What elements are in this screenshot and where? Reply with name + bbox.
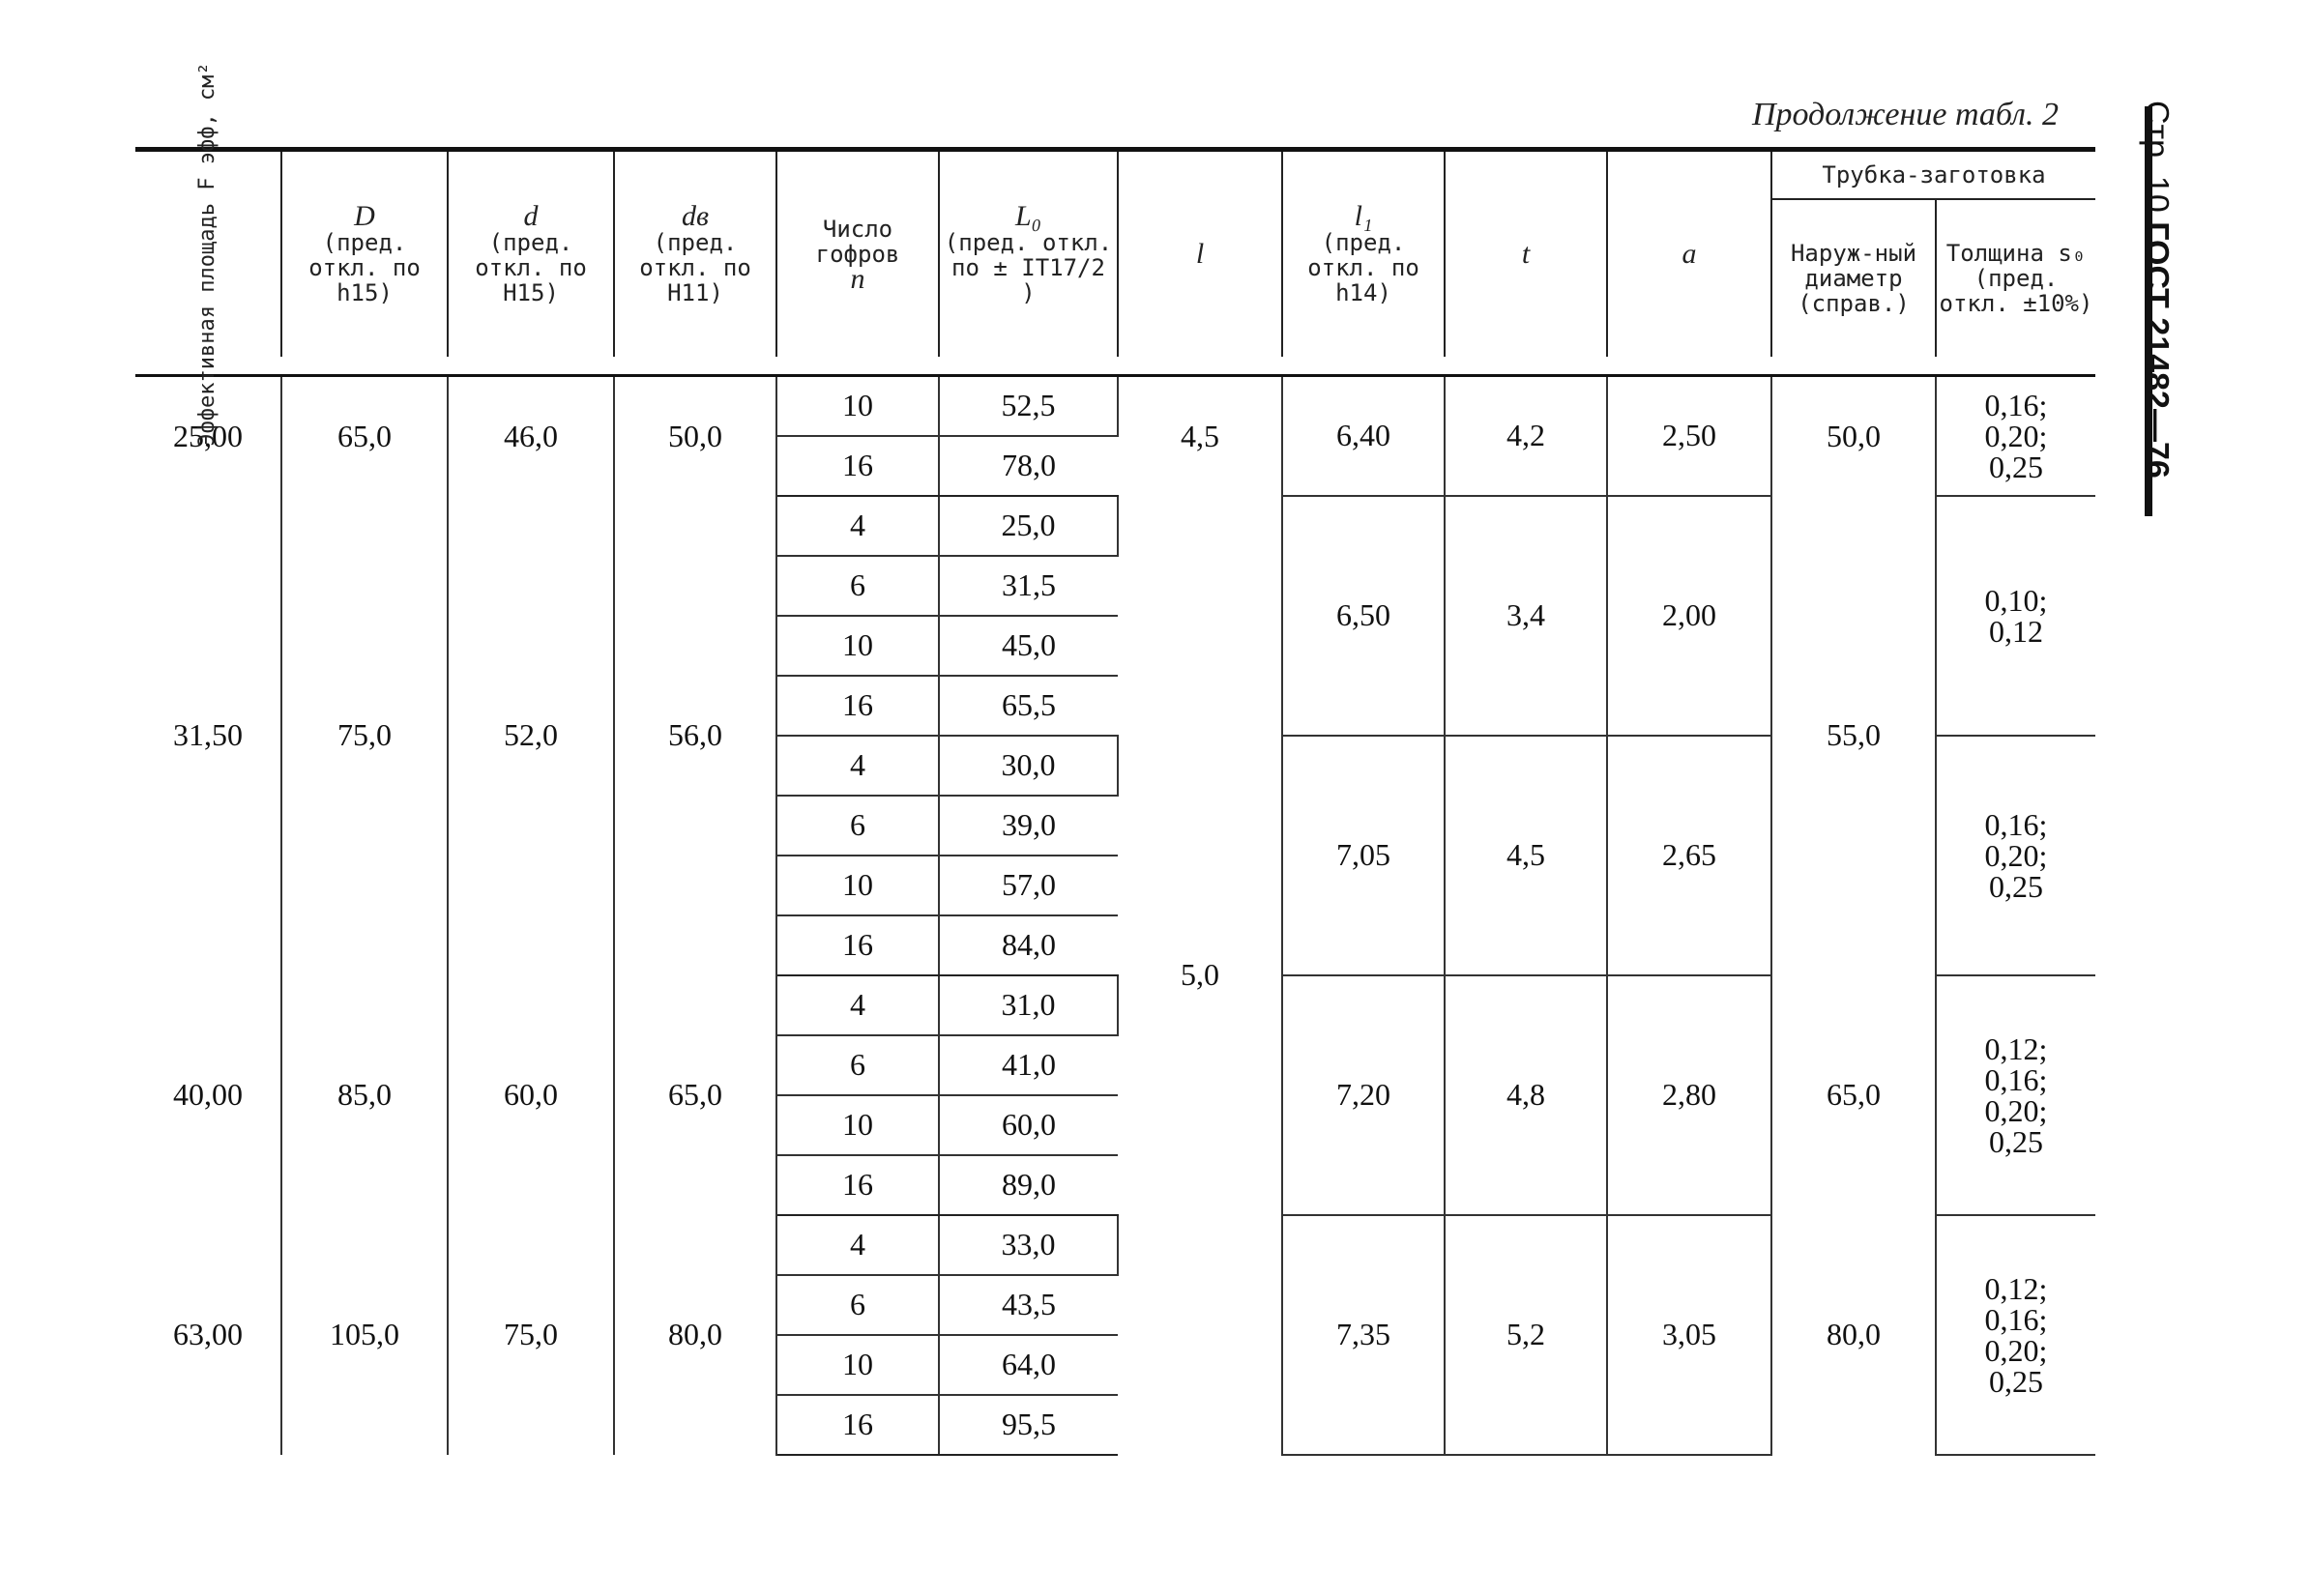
col-D: D (пред. откл. по h15) xyxy=(281,150,448,358)
cell-dv: 65,0 xyxy=(614,975,776,1215)
cell-n: 16 xyxy=(776,1395,939,1455)
cell-n: 16 xyxy=(776,915,939,975)
cell-D: 105,0 xyxy=(281,1215,448,1455)
cell-n: 4 xyxy=(776,975,939,1035)
table-row xyxy=(135,376,2095,436)
table-row xyxy=(135,1215,2095,1275)
cell-d: 75,0 xyxy=(448,1215,614,1455)
cell-l: 4,5 xyxy=(1118,376,1282,496)
cell-a: 2,65 xyxy=(1607,736,1771,975)
cell-L0: 45,0 xyxy=(939,616,1118,676)
cell-L0: 84,0 xyxy=(939,915,1118,975)
cell-L0: 78,0 xyxy=(939,436,1118,496)
cell-L0: 65,5 xyxy=(939,676,1118,736)
cell-L0: 31,5 xyxy=(939,556,1118,616)
cell-n: 6 xyxy=(776,1275,939,1335)
cell-L0: 31,0 xyxy=(939,975,1118,1035)
cell-n: 10 xyxy=(776,1335,939,1395)
cell-outer: 80,0 xyxy=(1771,1215,1936,1455)
cell-d: 46,0 xyxy=(448,376,614,496)
cell-n: 10 xyxy=(776,856,939,915)
cell-outer: 55,0 xyxy=(1771,496,1936,975)
col-area: Эффективная площадь F эфф, см² xyxy=(135,150,281,358)
cell-dv: 80,0 xyxy=(614,1215,776,1455)
cell-t: 3,4 xyxy=(1445,496,1607,736)
cell-a: 2,50 xyxy=(1607,376,1771,496)
col-tube-thick: Толщина s₀ (пред. откл. ±10%) xyxy=(1939,240,2093,318)
cell-n: 10 xyxy=(776,616,939,676)
cell-area: 63,00 xyxy=(135,1215,281,1455)
col-tube-group: Трубка-заготовка xyxy=(1771,150,2095,200)
cell-L0: 89,0 xyxy=(939,1155,1118,1215)
cell-L0: 57,0 xyxy=(939,856,1118,915)
cell-t: 4,8 xyxy=(1445,975,1607,1215)
col-d: d (пред. откл. по H15) xyxy=(448,150,614,358)
cell-a: 2,00 xyxy=(1607,496,1771,736)
cell-n: 6 xyxy=(776,1035,939,1095)
table-row xyxy=(135,975,2095,1035)
cell-L0: 39,0 xyxy=(939,796,1118,856)
cell-L0: 25,0 xyxy=(939,496,1118,556)
cell-n: 10 xyxy=(776,376,939,436)
cell-l1: 6,40 xyxy=(1282,376,1445,496)
cell-L0: 60,0 xyxy=(939,1095,1118,1155)
cell-d: 60,0 xyxy=(448,975,614,1215)
cell-outer: 50,0 xyxy=(1771,376,1936,496)
cell-a: 2,80 xyxy=(1607,975,1771,1215)
side-page-label xyxy=(2127,101,2185,526)
cell-n: 4 xyxy=(776,496,939,556)
cell-area: 25,00 xyxy=(135,376,281,496)
standard-number: ГОСТ 21482—76 xyxy=(2138,221,2176,479)
cell-L0: 41,0 xyxy=(939,1035,1118,1095)
page-number: Стр. 10 xyxy=(2138,101,2176,213)
col-l: l xyxy=(1118,150,1282,358)
cell-l1: 6,50 xyxy=(1282,496,1445,736)
table-body xyxy=(135,376,2095,1455)
cell-n: 4 xyxy=(776,736,939,796)
cell-n: 16 xyxy=(776,676,939,736)
cell-n: 6 xyxy=(776,556,939,616)
cell-n: 16 xyxy=(776,1155,939,1215)
cell-L0: 30,0 xyxy=(939,736,1118,796)
cell-n: 4 xyxy=(776,1215,939,1275)
cell-D: 85,0 xyxy=(281,975,448,1215)
cell-thick: 0,16; 0,20; 0,25 xyxy=(1936,376,2095,496)
cell-t: 4,2 xyxy=(1445,376,1607,496)
cell-n: 6 xyxy=(776,796,939,856)
col-dv: dв (пред. откл. по H11) xyxy=(614,150,776,358)
cell-t: 5,2 xyxy=(1445,1215,1607,1455)
cell-d: 52,0 xyxy=(448,496,614,975)
continuation-caption: Продолжение табл. 2 xyxy=(1751,97,2059,132)
cell-t: 4,5 xyxy=(1445,736,1607,975)
col-n: Число гофров n xyxy=(776,150,939,358)
cell-L0: 95,5 xyxy=(939,1395,1118,1455)
cell-thick: 0,12; 0,16; 0,20; 0,25 xyxy=(1936,1215,2095,1455)
cell-l1: 7,20 xyxy=(1282,975,1445,1215)
cell-area: 40,00 xyxy=(135,975,281,1215)
cell-thick: 0,10; 0,12 xyxy=(1936,496,2095,736)
cell-L0: 64,0 xyxy=(939,1335,1118,1395)
col-tube-outer: Наруж-ный диаметр (справ.) xyxy=(1771,199,1936,357)
cell-D: 65,0 xyxy=(281,376,448,496)
cell-l: 5,0 xyxy=(1118,496,1282,1455)
cell-outer: 65,0 xyxy=(1771,975,1936,1215)
cell-dv: 56,0 xyxy=(614,496,776,975)
cell-dv: 50,0 xyxy=(614,376,776,496)
cell-L0: 52,5 xyxy=(939,376,1118,436)
col-L0: L₀ (пред. откл. по ± IT17/2 ) xyxy=(939,150,1118,358)
table-row xyxy=(135,496,2095,556)
cell-a: 3,05 xyxy=(1607,1215,1771,1455)
cell-n: 10 xyxy=(776,1095,939,1155)
cell-thick: 0,16; 0,20; 0,25 xyxy=(1936,736,2095,975)
cell-thick: 0,12; 0,16; 0,20; 0,25 xyxy=(1936,975,2095,1215)
cell-L0: 43,5 xyxy=(939,1275,1118,1335)
col-a: a xyxy=(1607,150,1771,358)
col-t: t xyxy=(1445,150,1607,358)
cell-l1: 7,05 xyxy=(1282,736,1445,975)
cell-D: 75,0 xyxy=(281,496,448,975)
cell-n: 16 xyxy=(776,436,939,496)
col-l1: l₁ (пред. откл. по h14) xyxy=(1282,150,1445,358)
cell-L0: 33,0 xyxy=(939,1215,1118,1275)
cell-area: 31,50 xyxy=(135,496,281,975)
cell-l1: 7,35 xyxy=(1282,1215,1445,1455)
